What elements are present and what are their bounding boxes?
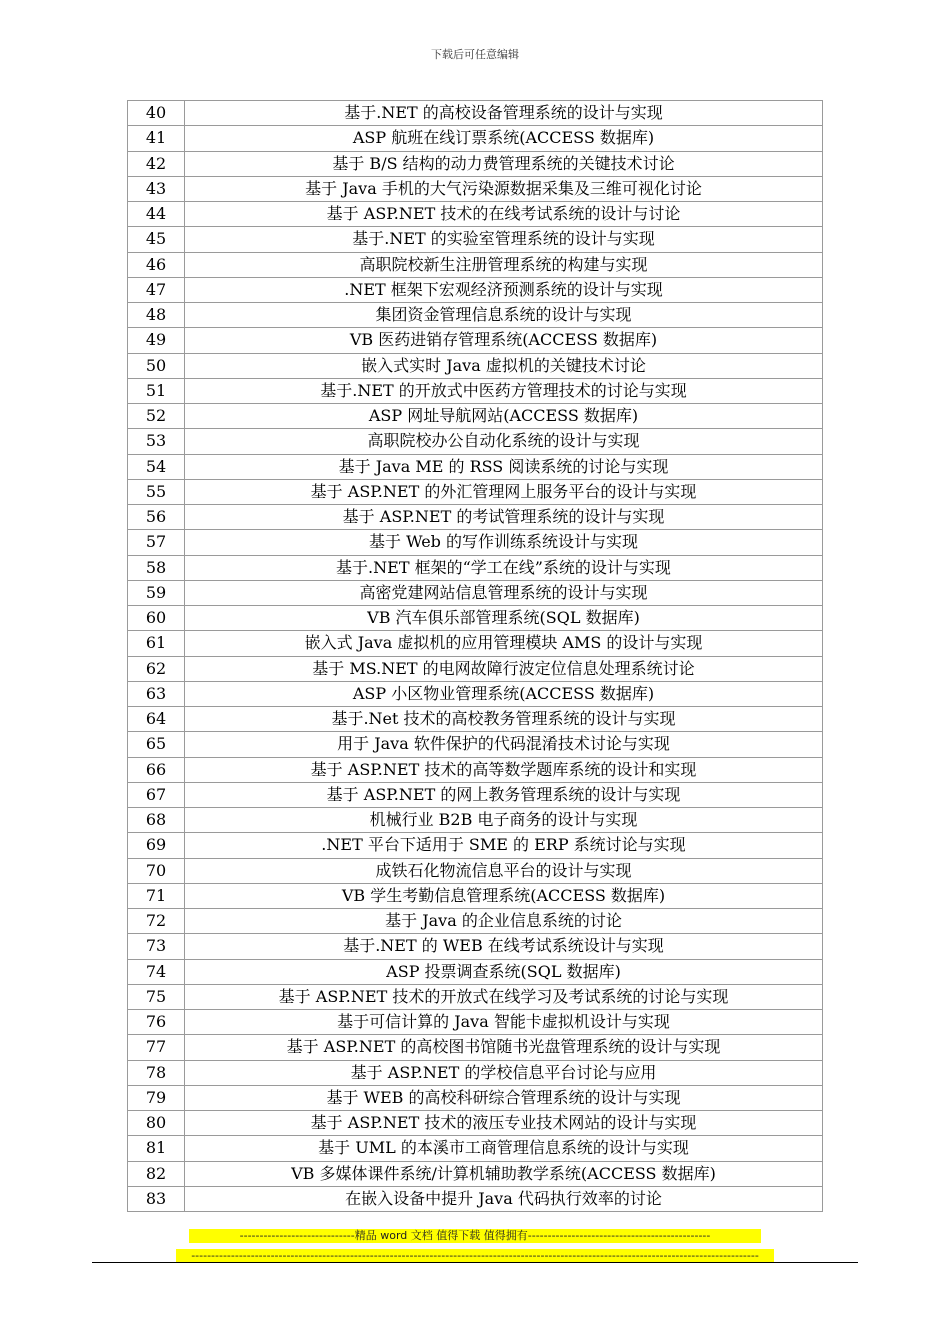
row-number: 55 [128, 479, 185, 504]
row-title: 用于 Java 软件保护的代码混淆技术讨论与实现 [185, 732, 823, 757]
table-row [128, 530, 823, 555]
row-title: 基于 MS.NET 的电网故障行波定位信息处理系统讨论 [185, 656, 823, 681]
row-title: 成铁石化物流信息平台的设计与实现 [185, 858, 823, 883]
table-row [128, 1111, 823, 1136]
table-row [128, 732, 823, 757]
table-row [128, 707, 823, 732]
table-row [128, 479, 823, 504]
row-title: .NET 平台下适用于 SME 的 ERP 系统讨论与实现 [185, 833, 823, 858]
row-title: ASP 小区物业管理系统(ACCESS 数据库) [185, 681, 823, 706]
row-number: 79 [128, 1085, 185, 1110]
table-row [128, 328, 823, 353]
row-number: 72 [128, 909, 185, 934]
table-row [128, 580, 823, 605]
table-row [128, 934, 823, 959]
row-number: 77 [128, 1035, 185, 1060]
row-number: 74 [128, 959, 185, 984]
table-row [128, 227, 823, 252]
row-title: 基于 ASP.NET 的外汇管理网上服务平台的设计与实现 [185, 479, 823, 504]
row-number: 71 [128, 883, 185, 908]
table-row [128, 378, 823, 403]
row-title: 基于可信计算的 Java 智能卡虚拟机设计与实现 [185, 1010, 823, 1035]
row-number: 43 [128, 176, 185, 201]
row-number: 67 [128, 782, 185, 807]
row-number: 51 [128, 378, 185, 403]
row-number: 76 [128, 1010, 185, 1035]
row-title: 基于 Web 的写作训练系统设计与实现 [185, 530, 823, 555]
table-row [128, 505, 823, 530]
row-title: 集团资金管理信息系统的设计与实现 [185, 303, 823, 328]
row-number: 62 [128, 656, 185, 681]
table-row [128, 101, 823, 126]
table-row [128, 126, 823, 151]
table-row [128, 959, 823, 984]
row-number: 53 [128, 429, 185, 454]
table-row [128, 782, 823, 807]
table-row [128, 1010, 823, 1035]
row-number: 78 [128, 1060, 185, 1085]
row-number: 80 [128, 1111, 185, 1136]
row-number: 61 [128, 631, 185, 656]
row-title: 基于 ASP.NET 的学校信息平台讨论与应用 [185, 1060, 823, 1085]
table-row [128, 252, 823, 277]
row-number: 73 [128, 934, 185, 959]
table-row [128, 404, 823, 429]
row-number: 75 [128, 984, 185, 1009]
table-row [128, 202, 823, 227]
footer-banner: -----------------------------精品 word 文档 值得下载 值得拥有---------------------------------------------- [189, 1229, 761, 1243]
row-title: 基于 Java 的企业信息系统的讨论 [185, 909, 823, 934]
row-title: VB 医药进销存管理系统(ACCESS 数据库) [185, 328, 823, 353]
row-number: 59 [128, 580, 185, 605]
table-row [128, 1060, 823, 1085]
row-title: 高密党建网站信息管理系统的设计与实现 [185, 580, 823, 605]
row-title: 基于.NET 的开放式中医药方管理技术的讨论与实现 [185, 378, 823, 403]
row-title: 基于 ASP.NET 的高校图书馆随书光盘管理系统的设计与实现 [185, 1035, 823, 1060]
row-number: 42 [128, 151, 185, 176]
row-title: 基于 WEB 的高校科研综合管理系统的设计与实现 [185, 1085, 823, 1110]
table-row [128, 176, 823, 201]
row-number: 70 [128, 858, 185, 883]
row-title: 基于 ASP.NET 技术的开放式在线学习及考试系统的讨论与实现 [185, 984, 823, 1009]
table-row [128, 681, 823, 706]
header-note: 下载后可任意编辑 [431, 48, 519, 61]
table-row [128, 656, 823, 681]
table-row [128, 606, 823, 631]
row-number: 44 [128, 202, 185, 227]
row-number: 48 [128, 303, 185, 328]
row-number: 47 [128, 277, 185, 302]
row-title: 基于 ASP.NET 技术的在线考试系统的设计与讨论 [185, 202, 823, 227]
row-title: VB 学生考勤信息管理系统(ACCESS 数据库) [185, 883, 823, 908]
table-row [128, 883, 823, 908]
row-number: 81 [128, 1136, 185, 1161]
row-number: 56 [128, 505, 185, 530]
row-title: 基于.NET 框架的“学工在线”系统的设计与实现 [185, 555, 823, 580]
row-title: ASP 网址导航网站(ACCESS 数据库) [185, 404, 823, 429]
row-number: 68 [128, 808, 185, 833]
row-number: 45 [128, 227, 185, 252]
row-number: 60 [128, 606, 185, 631]
table-row [128, 1085, 823, 1110]
row-number: 40 [128, 101, 185, 126]
topic-table [127, 100, 823, 1212]
table-row [128, 454, 823, 479]
row-number: 69 [128, 833, 185, 858]
table-row [128, 858, 823, 883]
row-title: 高职院校办公自动化系统的设计与实现 [185, 429, 823, 454]
table-row [128, 757, 823, 782]
row-number: 63 [128, 681, 185, 706]
row-title: 嵌入式实时 Java 虚拟机的关键技术讨论 [185, 353, 823, 378]
row-number: 46 [128, 252, 185, 277]
row-number: 41 [128, 126, 185, 151]
row-number: 82 [128, 1161, 185, 1186]
table-row [128, 1035, 823, 1060]
row-title: ASP 航班在线订票系统(ACCESS 数据库) [185, 126, 823, 151]
table-row [128, 808, 823, 833]
row-title: 机械行业 B2B 电子商务的设计与实现 [185, 808, 823, 833]
row-number: 58 [128, 555, 185, 580]
table-row [128, 277, 823, 302]
table-row [128, 1161, 823, 1186]
table-row [128, 429, 823, 454]
row-number: 65 [128, 732, 185, 757]
row-title: 基于 ASP.NET 的考试管理系统的设计与实现 [185, 505, 823, 530]
table-row [128, 1186, 823, 1211]
table-row [128, 909, 823, 934]
footer-dash-line: ----------------------------------------------------------------------------------------------------------------------------------------------- [176, 1249, 774, 1263]
row-number: 66 [128, 757, 185, 782]
row-title: .NET 框架下宏观经济预测系统的设计与实现 [185, 277, 823, 302]
row-title: 基于.NET 的 WEB 在线考试系统设计与实现 [185, 934, 823, 959]
row-title: 基于 ASP.NET 的网上教务管理系统的设计与实现 [185, 782, 823, 807]
row-title: 基于 UML 的本溪市工商管理信息系统的设计与实现 [185, 1136, 823, 1161]
row-number: 57 [128, 530, 185, 555]
row-number: 54 [128, 454, 185, 479]
table-row [128, 353, 823, 378]
row-title: VB 多媒体课件系统/计算机辅助教学系统(ACCESS 数据库) [185, 1161, 823, 1186]
row-number: 49 [128, 328, 185, 353]
topic-table-body [128, 101, 823, 1212]
row-title: 在嵌入设备中提升 Java 代码执行效率的讨论 [185, 1186, 823, 1211]
table-row [128, 833, 823, 858]
row-number: 50 [128, 353, 185, 378]
table-row [128, 555, 823, 580]
row-title: 基于.NET 的实验室管理系统的设计与实现 [185, 227, 823, 252]
row-title: 基于.Net 技术的高校教务管理系统的设计与实现 [185, 707, 823, 732]
row-title: VB 汽车俱乐部管理系统(SQL 数据库) [185, 606, 823, 631]
table-row [128, 1136, 823, 1161]
bottom-rule [92, 1262, 858, 1263]
row-title: ASP 投票调查系统(SQL 数据库) [185, 959, 823, 984]
row-title: 高职院校新生注册管理系统的构建与实现 [185, 252, 823, 277]
table-row [128, 151, 823, 176]
table-row [128, 303, 823, 328]
row-title: 基于 Java 手机的大气污染源数据采集及三维可视化讨论 [185, 176, 823, 201]
row-title: 基于 ASP.NET 技术的液压专业技术网站的设计与实现 [185, 1111, 823, 1136]
row-title: 基于.NET 的高校设备管理系统的设计与实现 [185, 101, 823, 126]
row-title: 基于 Java ME 的 RSS 阅读系统的讨论与实现 [185, 454, 823, 479]
row-title: 嵌入式 Java 虚拟机的应用管理模块 AMS 的设计与实现 [185, 631, 823, 656]
row-number: 52 [128, 404, 185, 429]
row-number: 83 [128, 1186, 185, 1211]
table-row [128, 984, 823, 1009]
row-number: 64 [128, 707, 185, 732]
table-row [128, 631, 823, 656]
row-title: 基于 ASP.NET 技术的高等数学题库系统的设计和实现 [185, 757, 823, 782]
row-title: 基于 B/S 结构的动力费管理系统的关键技术讨论 [185, 151, 823, 176]
